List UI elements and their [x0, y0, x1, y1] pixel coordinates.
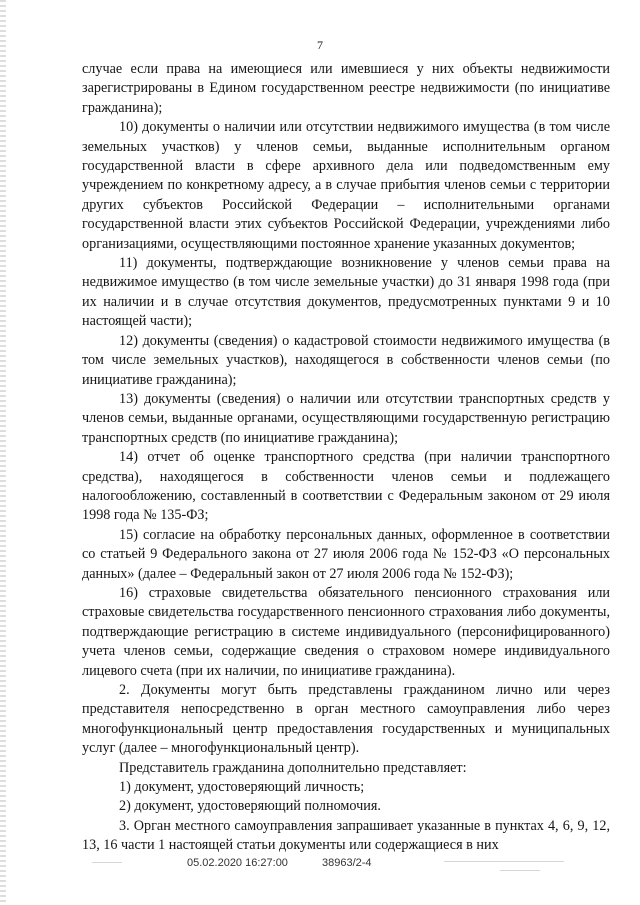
- paragraph-rep-item-1: 1) документ, удостоверяющий личность;: [119, 779, 365, 796]
- paragraph-item-10: 10) документы о наличии или отсутствии недвижимого имущества (в том числе земельных участков) у членов семьи, выданные исполнительным органом государственной власти в сфере архивного дела или подведомственным ему учреждением по конкретному адресу, а в случае прибытия членов семьи с территории других субъектов Российской Федерации – исполнительными органами государственной власти этих субъектов Российской Федерации, учреждениями либо организациями, осуществляющими постоянное хранение указанных документов;: [82, 119, 610, 252]
- document-body: [82, 60, 610, 856]
- footer-timestamp: 05.02.2020 16:27:00: [187, 857, 288, 869]
- paragraph-item-15: 15) согласие на обработку персональных данных, оформленное в соответствии со статьей 9 Федерального закона от 27 июля 2006 года № 152-ФЗ «О персональных данных» (далее – Федеральный закон от 27 июля 2006 года № 152-ФЗ);: [82, 526, 610, 582]
- paragraph-item-11: 11) документы, подтверждающие возникновение у членов семьи права на недвижимое имущество (в том числе земельные участки) до 31 января 1998 года (при их наличии и в случае отсутствия документов, предусмотренных пунктами 9 и 10 настоящей части);: [82, 255, 610, 330]
- paragraph-section-2: 2. Документы могут быть представлены гражданином лично или через представителя непосредственно в орган местного самоуправления либо через многофункциональный центр предоставления государственных и муниципальных услуг (далее – многофункциональный центр).: [82, 682, 610, 757]
- paragraph-continuation: случае если права на имеющиеся или имевшиеся у них объекты недвижимости зарегистрированы в Едином государственном реестре недвижимости (по инициативе гражданина);: [82, 61, 610, 116]
- paragraph-item-12: 12) документы (сведения) о кадастровой стоимости недвижимого имущества (в том числе земельных участков), находящегося в собственности членов семьи (по инициативе гражданина);: [82, 332, 610, 388]
- paragraph-section-3: 3. Орган местного самоуправления запрашивает указанные в пунктах 4, 6, 9, 12, 13, 16 части 1 настоящей статьи документы или содержащиеся в них: [82, 817, 610, 854]
- scan-edge: [0, 0, 6, 905]
- paragraph-representative: Представитель гражданина дополнительно представляет:: [119, 759, 467, 776]
- scan-noise: [444, 861, 564, 862]
- paragraph-rep-item-2: 2) документ, удостоверяющий полномочия.: [119, 798, 381, 815]
- scan-noise: [500, 870, 540, 871]
- paragraph-item-13: 13) документы (сведения) о наличии или отсутствии транспортных средств у членов семьи, выданные органами, осуществляющими государственную регистрацию транспортных средств (по инициативе гражданина);: [82, 390, 610, 446]
- paragraph-item-14: 14) отчет об оценке транспортного средства (при наличии транспортного средства), находящегося в собственности членов семьи и подлежащего налогообложению, составленный в соответствии с Федеральным законом от 29 июля 1998 года № 135-ФЗ;: [82, 449, 610, 524]
- page-number: 7: [317, 38, 323, 52]
- footer-document-number: 38963/2-4: [322, 857, 372, 869]
- paragraph-item-16: 16) страховые свидетельства обязательного пенсионного страхования или страховые свидетельства государственного пенсионного страхования либо документы, подтверждающие регистрацию в системе индивидуального (персонифицированного) учета членов семьи, содержащие сведения о страховом номере индивидуального лицевого счета (при их наличии, по инициативе гражданина).: [82, 584, 610, 679]
- scan-noise: [92, 862, 122, 863]
